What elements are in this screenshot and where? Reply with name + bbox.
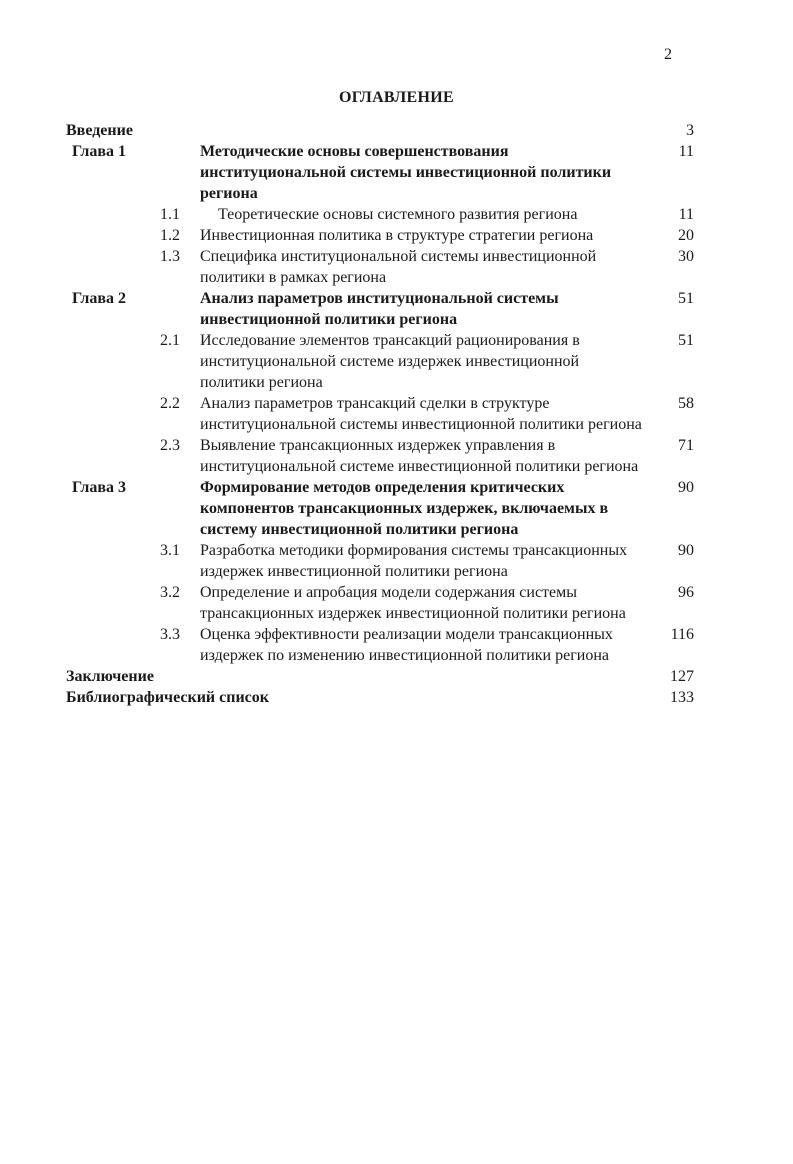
toc-title: ОГЛАВЛЕНИЕ bbox=[339, 89, 454, 106]
toc-title-text: Определение и апробация модели содержания системы трансакционных издержек инвестиционной политики региона bbox=[200, 584, 626, 622]
toc-entry-bibliography[interactable] bbox=[0, 687, 793, 708]
toc-title-text: Разработка методики формирования системы трансакционных издержек инвестиционной политики региона bbox=[200, 542, 628, 580]
toc-label: Библиографический список bbox=[66, 689, 269, 706]
toc-label: Глава 3 bbox=[72, 479, 126, 496]
toc-entry-section-1-1[interactable] bbox=[0, 204, 793, 225]
toc-entry-section-3-3[interactable] bbox=[0, 624, 793, 666]
toc-label: Глава 1 bbox=[72, 143, 126, 160]
toc-page: 90 bbox=[678, 479, 694, 496]
toc-section-number: 3.2 bbox=[160, 584, 180, 601]
toc-title-text: Методические основы совершенствования институциональной системы инвестиционной политики региона bbox=[200, 143, 612, 202]
toc-section-number: 3.3 bbox=[160, 626, 180, 643]
toc-page: 116 bbox=[670, 626, 694, 643]
toc-section-number: 3.1 bbox=[160, 542, 180, 559]
page-number: 2 bbox=[664, 46, 672, 63]
toc-entry-section-3-1[interactable] bbox=[0, 540, 793, 582]
toc-page: 3 bbox=[686, 122, 694, 139]
toc-page: 127 bbox=[670, 668, 694, 685]
toc-entry-section-2-2[interactable] bbox=[0, 393, 793, 435]
toc-entry-section-1-2[interactable] bbox=[0, 225, 793, 246]
toc-entry-conclusion[interactable] bbox=[0, 666, 793, 687]
toc-section-number: 2.1 bbox=[160, 332, 180, 349]
toc-entry-section-1-3[interactable] bbox=[0, 246, 793, 288]
toc-section-number: 1.2 bbox=[160, 227, 180, 244]
toc-page: 51 bbox=[678, 332, 694, 349]
toc-entry-chapter-3[interactable] bbox=[0, 477, 793, 540]
toc-entry-chapter-1[interactable] bbox=[0, 141, 793, 204]
toc-page: 11 bbox=[678, 206, 694, 223]
toc-page: 51 bbox=[678, 290, 694, 307]
toc-page: 11 bbox=[678, 143, 694, 160]
toc-label: Глава 2 bbox=[72, 290, 126, 307]
toc-title-text: Теоретические основы системного развития региона bbox=[218, 206, 578, 223]
toc-page: 96 bbox=[678, 584, 694, 601]
toc-entry-chapter-2[interactable] bbox=[0, 288, 793, 330]
toc-label: Заключение bbox=[66, 668, 154, 685]
toc-page: 133 bbox=[670, 689, 694, 706]
toc-title-text: Инвестиционная политика в структуре стратегии региона bbox=[200, 227, 594, 244]
toc-title-text: Оценка эффективности реализации модели трансакционных издержек по изменению инвестиционной политики региона bbox=[200, 626, 613, 664]
toc-page: 20 bbox=[678, 227, 694, 244]
toc-page: 58 bbox=[678, 395, 694, 412]
toc-entry-section-2-3[interactable] bbox=[0, 435, 793, 477]
toc-section-number: 2.2 bbox=[160, 395, 180, 412]
toc-page: 90 bbox=[678, 542, 694, 559]
toc-entry-section-3-2[interactable] bbox=[0, 582, 793, 624]
toc-section-number: 2.3 bbox=[160, 437, 180, 454]
toc-title-text: Анализ параметров трансакций сделки в структуре институциональной системы инвестиционной политики региона bbox=[200, 395, 642, 433]
toc-page: 71 bbox=[678, 437, 694, 454]
toc-entry-section-2-1[interactable] bbox=[0, 330, 793, 393]
toc-label: Введение bbox=[66, 122, 133, 139]
toc-title-text: Анализ параметров институциональной системы инвестиционной политики региона bbox=[200, 290, 559, 328]
toc-page: 30 bbox=[678, 248, 694, 265]
toc-section-number: 1.1 bbox=[160, 206, 180, 223]
table-of-contents bbox=[0, 120, 793, 708]
toc-title-text: Формирование методов определения критических компонентов трансакционных издержек, включаемых в систему инвестиционной политики региона bbox=[200, 479, 609, 538]
toc-title-text: Специфика институциональной системы инвестиционной политики в рамках региона bbox=[200, 248, 597, 286]
toc-section-number: 1.3 bbox=[160, 248, 180, 265]
toc-title-text: Выявление трансакционных издержек управления в институциональной системе инвестиционной политики региона bbox=[200, 437, 639, 475]
toc-entry-intro[interactable] bbox=[0, 120, 793, 141]
toc-title-text: Исследование элементов трансакций рационирования в институциональной системе издержек инвестиционной политики региона bbox=[200, 332, 580, 391]
